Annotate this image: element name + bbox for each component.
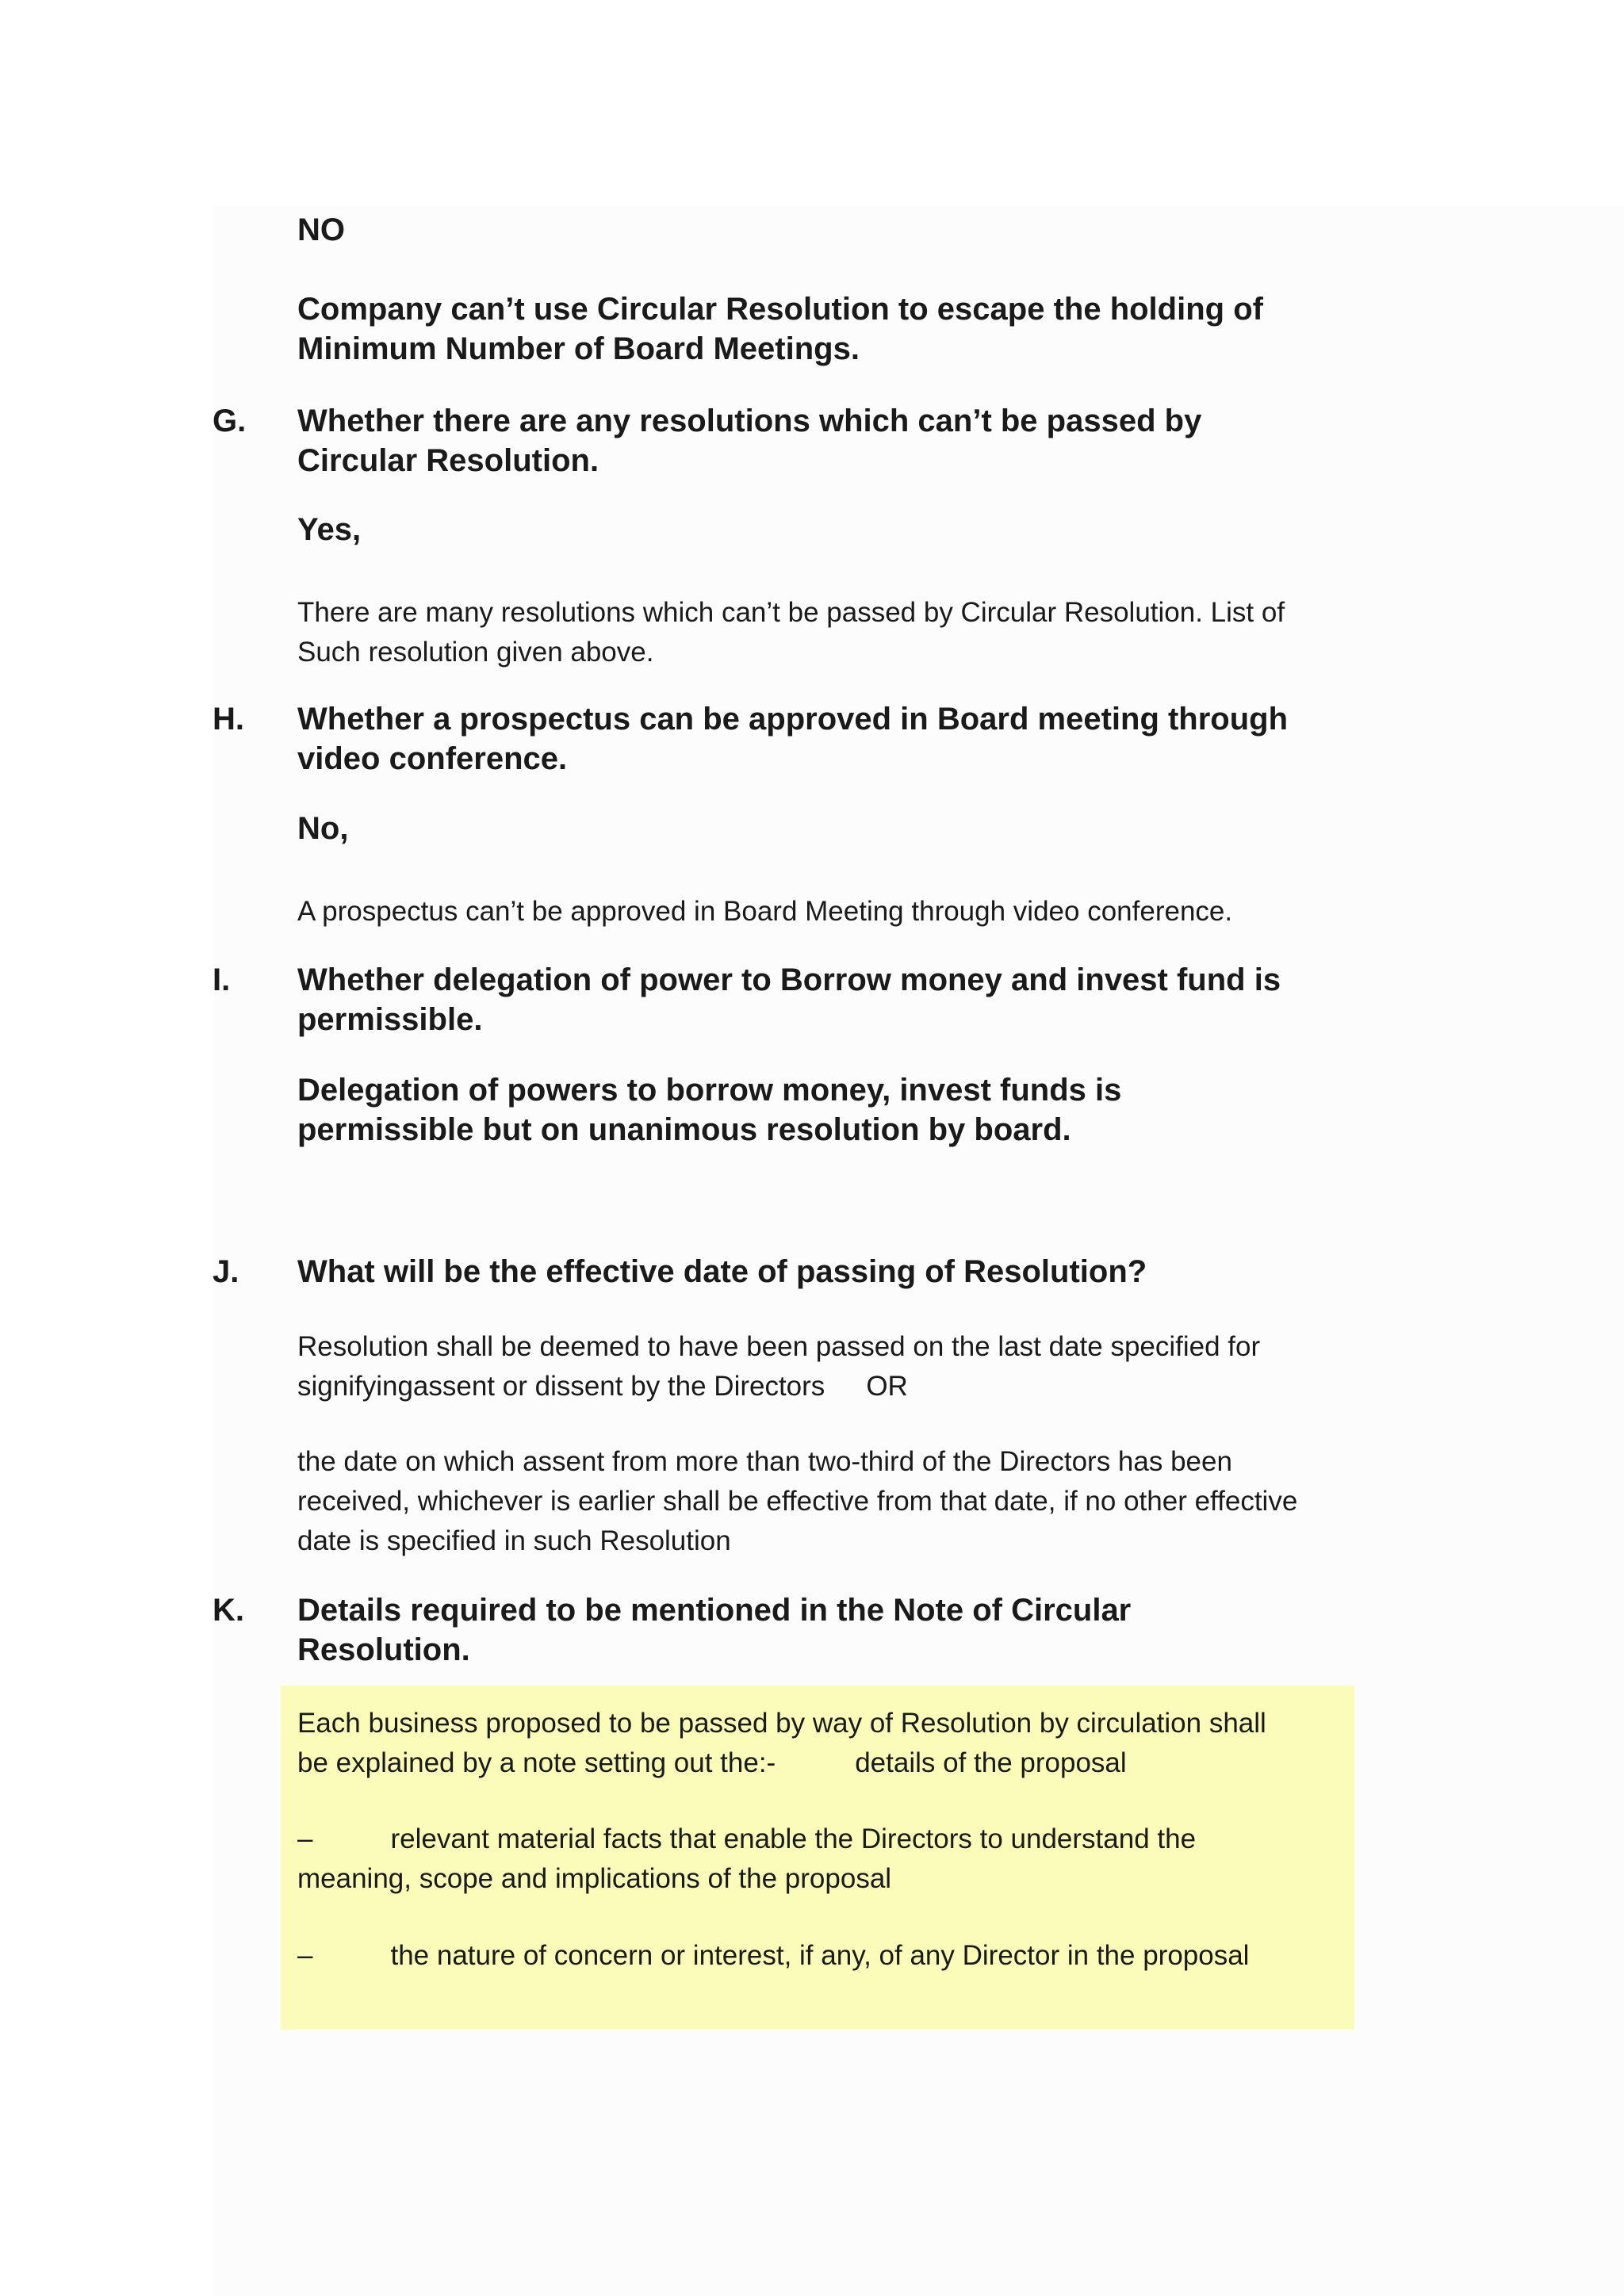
question-line: Circular Resolution.	[297, 443, 599, 478]
section-i-answer	[297, 1070, 1121, 1150]
question-line: video conference.	[297, 741, 568, 776]
body-line: A prospectus can’t be approved in Board Meeting through video conference.	[297, 896, 1233, 927]
body-line: date is specified in such Resolution	[297, 1525, 731, 1556]
no-label: NO	[297, 212, 345, 247]
section-i-question	[297, 960, 1281, 1039]
section-k-question	[297, 1590, 1131, 1670]
question-line: Whether delegation of power to Borrow money and invest fund is	[297, 962, 1281, 997]
body-line: Resolution shall be deemed to have been passed on the last date specified for	[297, 1331, 1261, 1362]
section-h-body	[297, 892, 1232, 932]
section-k-letter: K.	[213, 1593, 244, 1628]
question-line: permissible.	[297, 1002, 483, 1037]
section-j-body-2	[297, 1442, 1297, 1561]
bullet-text: the nature of concern or interest, if any, of any Director in the proposal	[390, 1940, 1250, 1971]
dash-marker: –	[297, 1940, 313, 1971]
body-line	[297, 1743, 1266, 1783]
question-line: Resolution.	[297, 1632, 470, 1667]
question-line: Whether a prospectus can be approved in Board meeting through	[297, 702, 1289, 737]
section-g-letter: G.	[213, 404, 247, 438]
section-j-letter: J.	[213, 1254, 239, 1289]
no-answer-line: Company can’t use Circular Resolution to escape the holding of	[297, 292, 1263, 327]
bullet-text: relevant material facts that enable the Directors to understand the	[390, 1823, 1197, 1854]
no-answer-line: Minimum Number of Board Meetings.	[297, 331, 860, 366]
section-i-letter: I.	[213, 962, 231, 997]
bullet-text: details of the proposal	[855, 1747, 1127, 1778]
section-h-question	[297, 699, 1288, 779]
body-line: Such resolution given above.	[297, 637, 654, 668]
section-j-question: What will be the effective date of passing of Resolution?	[297, 1254, 1147, 1289]
bullet-line	[297, 1936, 1249, 1976]
question-line: Details required to be mentioned in the Note of Circular	[297, 1593, 1132, 1628]
body-text: signifyingassent or dissent by the Directors	[297, 1371, 825, 1402]
body-line: Each business proposed to be passed by way of Resolution by circulation shall	[297, 1708, 1266, 1739]
section-g-body	[297, 593, 1285, 672]
section-h-answer: No,	[297, 811, 349, 846]
dash-marker: –	[297, 1823, 313, 1854]
section-k-paragraph	[297, 1704, 1266, 1783]
section-h-letter: H.	[213, 702, 244, 737]
or-text: OR	[866, 1371, 908, 1402]
body-line: There are many resolutions which can’t be passed by Circular Resolution. List of	[297, 597, 1285, 628]
question-line: Whether there are any resolutions which can’t be passed by	[297, 404, 1202, 438]
section-g-question	[297, 401, 1201, 480]
section-k-bullet-2	[297, 1936, 1249, 1976]
body-line: the date on which assent from more than two-third of the Directors has been	[297, 1446, 1232, 1477]
bullet-line: meaning, scope and implications of the proposal	[297, 1863, 892, 1894]
section-j-body-1	[297, 1327, 1260, 1406]
body-line	[297, 1367, 1260, 1406]
body-line: received, whichever is earlier shall be effective from that date, if no other effective	[297, 1486, 1298, 1517]
section-k-bullet-1	[297, 1820, 1196, 1899]
body-text: be explained by a note setting out the:-	[297, 1747, 776, 1778]
bullet-line	[297, 1820, 1196, 1859]
answer-line: permissible but on unanimous resolution by board.	[297, 1112, 1071, 1147]
no-answer	[297, 289, 1263, 369]
answer-line: Delegation of powers to borrow money, invest funds is	[297, 1073, 1122, 1108]
section-g-answer: Yes,	[297, 512, 362, 547]
